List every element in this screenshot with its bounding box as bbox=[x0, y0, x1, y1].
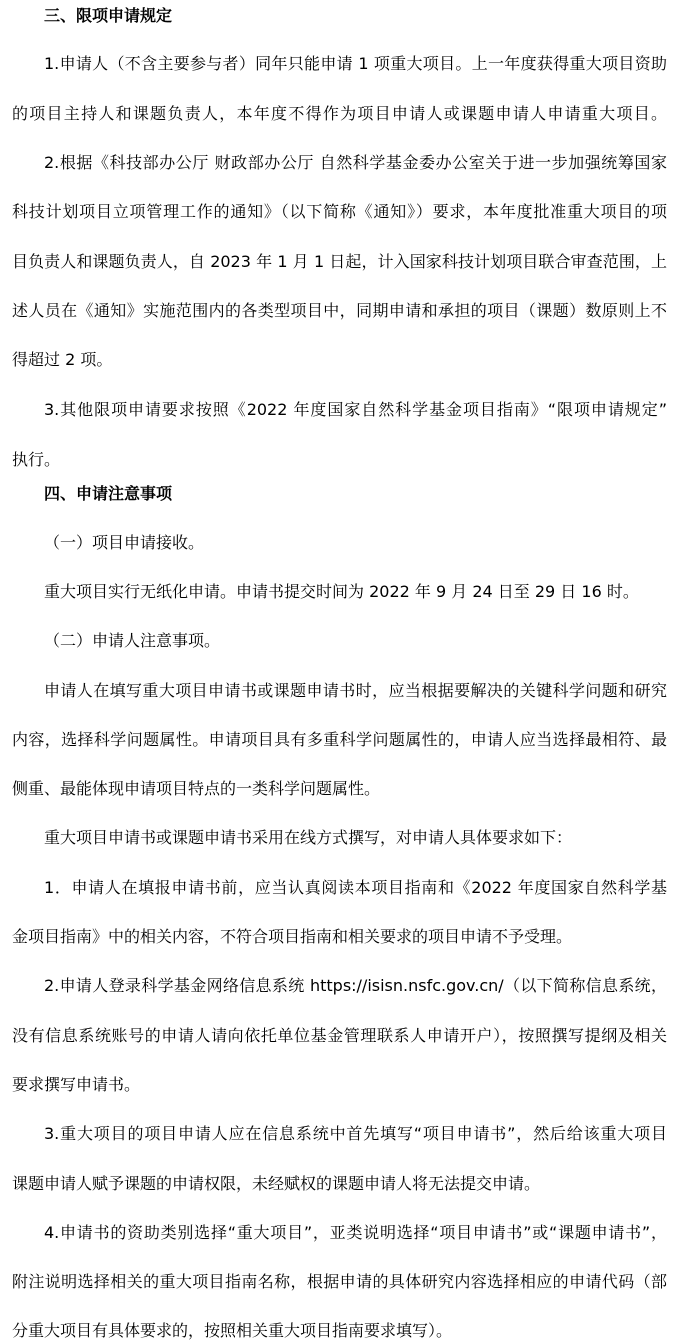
section-4-item4-line-2: 附注说明选择相关的重大项目指南名称，根据申请的具体研究内容选择相应的申请代码（部 bbox=[12, 1272, 667, 1291]
section-4-sub1-text: 重大项目实行无纸化申请。申请书提交时间为 2022 年 9 月 24 日至 29 日 16 时。 bbox=[44, 582, 639, 601]
section-3-p3-line-1: 3.其他限项申请要求按照《2022 年度国家自然科学基金项目指南》“限项申请规定” bbox=[44, 400, 667, 419]
section-3-p2-line-2: 科技计划项目立项管理工作的通知》（以下简称《通知》）要求，本年度批准重大项目的项 bbox=[12, 202, 667, 221]
section-4-item2-line-3: 要求撰写申请书。 bbox=[12, 1075, 141, 1094]
section-3-p3-line-2: 执行。 bbox=[12, 450, 61, 469]
section-4-sub2-heading: （二）申请人注意事项。 bbox=[44, 631, 221, 650]
section-4-attr-line-1: 申请人在填写重大项目申请书或课题申请书时，应当根据要解决的关键科学问题和研究 bbox=[44, 681, 667, 700]
section-3-p1-line-1: 1.申请人（不含主要参与者）同年只能申请 1 项重大项目。上一年度获得重大项目资助 bbox=[44, 54, 667, 73]
section-4-item2-line-2: 没有信息系统账号的申请人请向依托单位基金管理联系人申请开户），按照撰写提纲及相关 bbox=[12, 1026, 667, 1045]
section-4-item4-line-1: 4.申请书的资助类别选择“重大项目”，亚类说明选择“项目申请书”或“课题申请书”， bbox=[44, 1223, 667, 1242]
section-3-p1-line-2: 的项目主持人和课题负责人，本年度不得作为项目申请人或课题申请人申请重大项目。 bbox=[12, 104, 667, 123]
section-3-p2-line-1: 2.根据《科技部办公厅 财政部办公厅 自然科学基金委办公室关于进一步加强统筹国家 bbox=[44, 153, 667, 172]
section-4-item3-line-2: 课题申请人赋予课题的申请权限，未经赋权的课题申请人将无法提交申请。 bbox=[12, 1174, 541, 1193]
section-4-attr-line-3: 侧重、最能体现申请项目特点的一类科学问题属性。 bbox=[12, 779, 381, 798]
section-4-heading: 四、申请注意事项 bbox=[44, 484, 173, 503]
section-4-item4-line-3: 分重大项目有具体要求的，按照相关重大项目指南要求填写）。 bbox=[12, 1321, 453, 1340]
section-3-p2-line-5: 得超过 2 项。 bbox=[12, 350, 113, 369]
section-4-sub1-heading: （一）项目申请接收。 bbox=[44, 533, 205, 552]
section-3-p2-line-3: 目负责人和课题负责人，自 2023 年 1 月 1 日起，计入国家科技计划项目联合审查范围，上 bbox=[12, 252, 667, 271]
section-4-attr-line-2: 内容，选择科学问题属性。申请项目具有多重科学问题属性的，申请人应当选择最相符、最 bbox=[12, 730, 667, 749]
section-4-online-text: 重大项目申请书或课题申请书采用在线方式撰写，对申请人具体要求如下： bbox=[44, 828, 573, 847]
section-4-item1-line-2: 金项目指南》中的相关内容，不符合项目指南和相关要求的项目申请不予受理。 bbox=[12, 927, 573, 946]
section-3-p2-line-4: 述人员在《通知》实施范围内的各类型项目中，同期申请和承担的项目（课题）数原则上不 bbox=[12, 301, 667, 320]
section-3-heading: 三、限项申请规定 bbox=[44, 6, 173, 25]
section-4-item3-line-1: 3.重大项目的项目申请人应在信息系统中首先填写“项目申请书”，然后给该重大项目 bbox=[44, 1124, 667, 1143]
section-4-item1-line-1: 1．申请人在填报申请书前，应当认真阅读本项目指南和《2022 年度国家自然科学基 bbox=[44, 878, 667, 897]
section-4-item2-line-1: 2.申请人登录科学基金网络信息系统 https://isisn.nsfc.gov.cn/（以下简称信息系统， bbox=[44, 976, 667, 995]
